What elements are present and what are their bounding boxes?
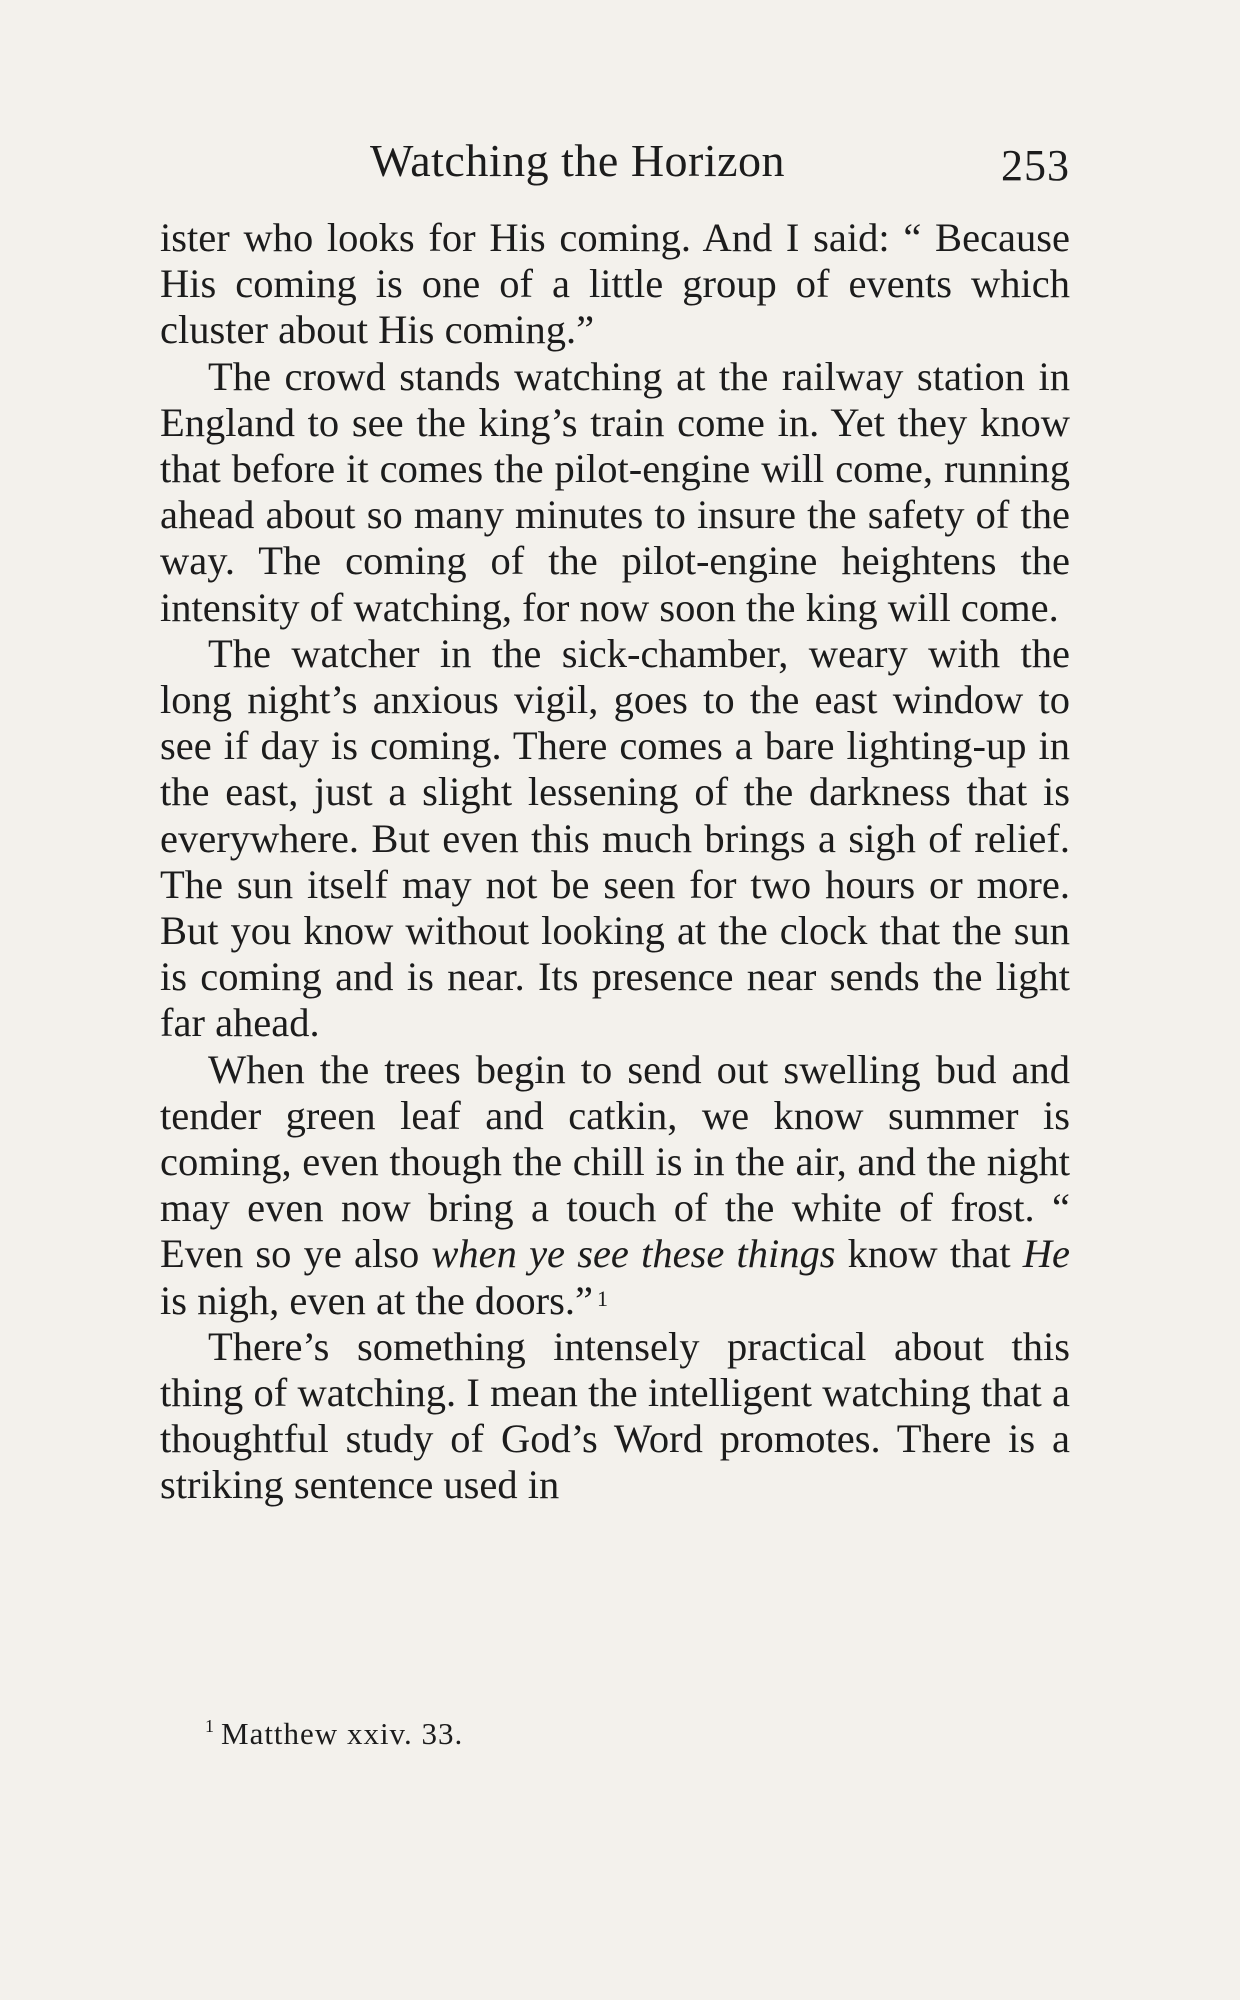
footnote-marker: 1	[205, 1716, 215, 1736]
paragraph-2: The crowd stands watching at the railway station in England to see the king’s train come in. Yet they know that before it comes the pilot-engine will come, running ahead about so many minutes to insure the safety of the way. The coming of the pilot-engine heightens the intensity of watching, for now soon the king will come.	[160, 353, 1070, 630]
footnote	[205, 1716, 463, 1752]
paragraph-4-text-c: know that	[835, 1231, 1023, 1277]
paragraph-3: The watcher in the sick-chamber, weary with the long night’s anxious vigil, goes to the east window to see if day is coming. There comes a bare lighting-up in the east, just a slight lessening of the darkness that is everywhere. But even this much brings a sigh of relief. The sun itself may not be seen for two hours or more. But you know without looking at the clock that the sun is coming and is near. Its presence near sends the light far ahead.	[160, 630, 1070, 1046]
paragraph-4-italic-he: He	[1022, 1231, 1070, 1277]
paragraph-1: ister who looks for His coming. And I said: “ Because His coming is one of a little group of events which cluster about His coming.”	[160, 215, 1070, 353]
footnote-text: Matthew xxiv. 33.	[221, 1716, 464, 1751]
footnote-reference: 1	[597, 1285, 609, 1311]
body-text	[160, 215, 1070, 1509]
paragraph-4-text-e: is nigh, even at the doors.”	[160, 1277, 594, 1323]
page-header	[160, 134, 1070, 194]
page-number: 253	[1001, 141, 1070, 190]
running-title: Watching the Horizon	[370, 135, 786, 186]
paragraph-4	[160, 1047, 1070, 1324]
paragraph-4-italic-phrase: when ye see these things	[431, 1231, 836, 1277]
paragraph-4-text-a: When the trees begin to send out swelling bud and tender green leaf and catkin, we know summer is coming, even though the chill is in the air, and the night may even now bring a touch of the white of frost. “ Even so ye also	[160, 1046, 1070, 1277]
paragraph-5: There’s something intensely practical about this thing of watching. I mean the intelligent watching that a thoughtful study of God’s Word promotes. There is a striking sentence used in	[160, 1323, 1070, 1508]
